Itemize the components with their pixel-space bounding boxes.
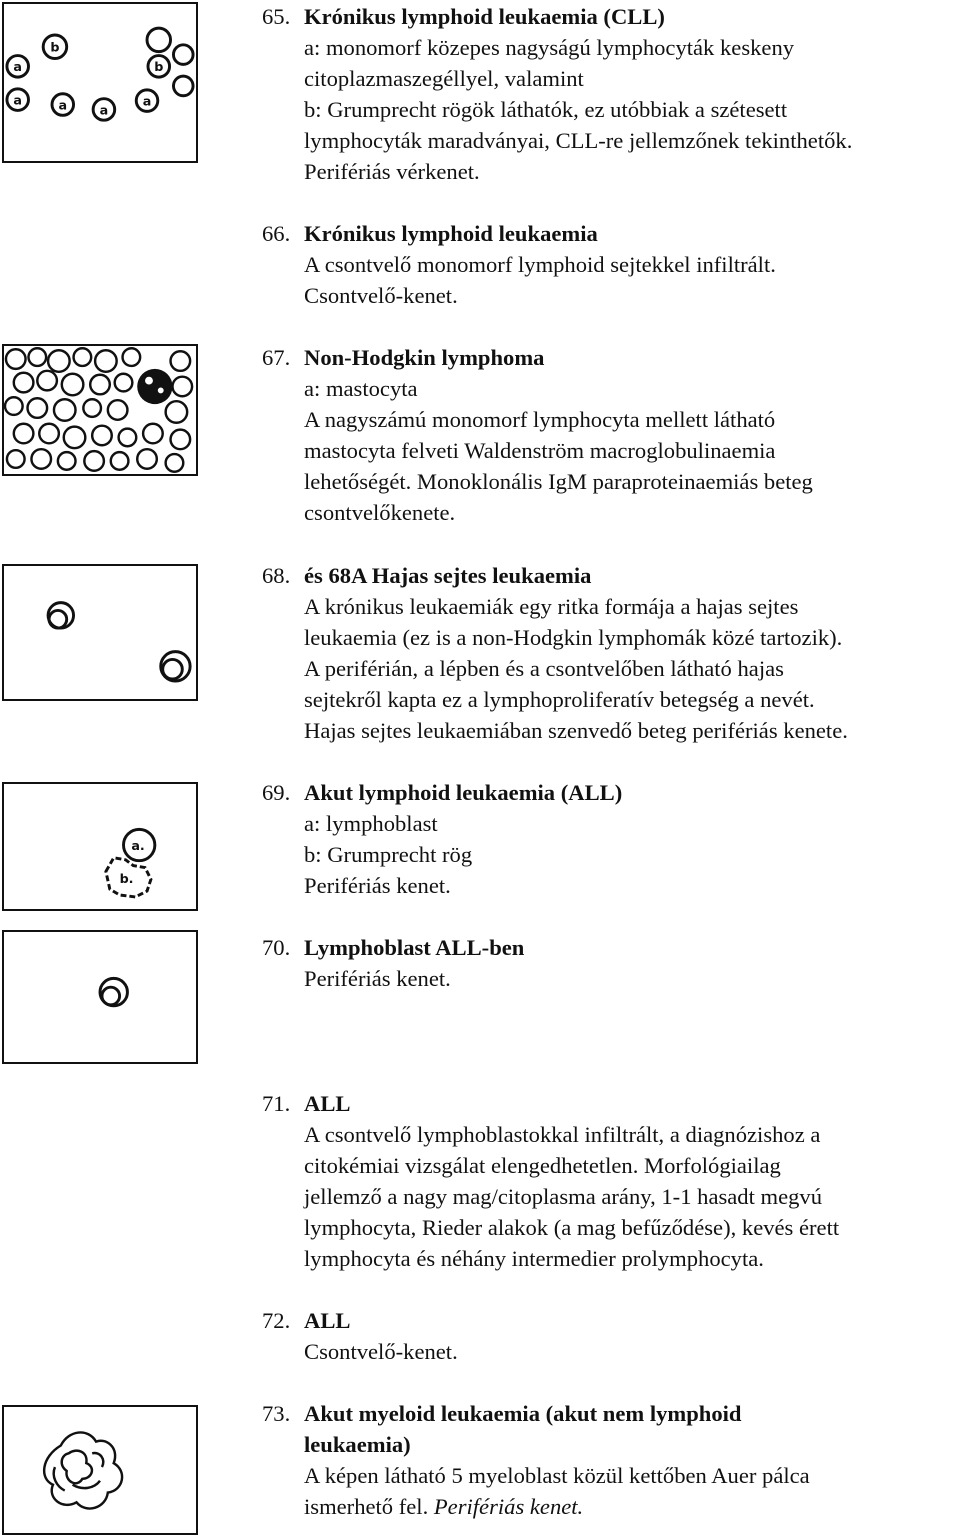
figure-67-bone-marrow	[2, 344, 198, 476]
entry-number: 71.	[262, 1091, 291, 1116]
entry-line: lymphocyták maradványai, CLL-re jellemzőnek tekinthetők.	[304, 128, 853, 154]
entry-line-italic: Perifériás kenet.	[433, 1494, 584, 1520]
entry-line: lymphocyta, Rieder alakok (a mag befűződése), kevés érett	[304, 1215, 840, 1241]
entry-line: lehetőségét. Monoklonális IgM paraproteinaemiás beteg	[304, 469, 813, 495]
entry-line: A krónikus leukaemiák egy ritka formája a hajas sejtes	[304, 594, 799, 620]
entry-number: 73.	[262, 1401, 291, 1426]
entry-title: Akut lymphoid leukaemia (ALL)	[304, 780, 623, 805]
entry-number: 69.	[262, 780, 291, 805]
entry-title: és 68A Hajas sejtes leukaemia	[304, 563, 592, 588]
label-b: b	[50, 40, 60, 56]
entry-line: Hajas sejtes leukaemiában szenvedő beteg perifériás kenete.	[304, 718, 848, 744]
lymphoblast-single-drawing	[4, 932, 196, 1062]
entry-65	[262, 1, 954, 188]
entry-line: Perifériás kenet.	[304, 966, 451, 992]
entry-line: leukaemia (ez is a non-Hodgkin lymphomák közé tartozik).	[304, 625, 843, 651]
label-a: a	[99, 103, 109, 119]
entry-line: Csontvelő-kenet.	[304, 283, 458, 309]
entry-line: A csontvelő monomorf lymphoid sejtekkel infiltrált.	[304, 252, 776, 278]
entry-68	[262, 560, 954, 747]
entry-line: A csontvelő lymphoblastokkal infiltrált, a diagnózishoz a	[304, 1122, 821, 1148]
entry-line: Perifériás kenet.	[304, 873, 451, 899]
label-a: a	[13, 93, 23, 109]
label-a: a	[142, 94, 152, 110]
entry-line: a: lymphoblast	[304, 811, 438, 837]
figure-73-aml-smear	[2, 1405, 198, 1535]
entry-title: Krónikus lymphoid leukaemia (CLL)	[304, 4, 665, 29]
figure-69-all-smear	[2, 782, 198, 911]
entry-line: citoplazmaszegéllyel, valamint	[304, 66, 584, 92]
entry-line: citokémiai vizsgálat elengedhetetlen. Morfológiailag	[304, 1153, 781, 1179]
entry-72	[262, 1305, 954, 1367]
entry-line: b: Grumprecht rögök láthatók, ez utóbbiak a szétesett	[304, 97, 788, 123]
hairy-cells-drawing	[4, 566, 196, 699]
figure-65-cll-smear	[2, 2, 198, 163]
entry-number: 68.	[262, 563, 291, 588]
entry-66	[262, 218, 954, 311]
entry-line: lymphocyta és néhány intermedier prolymphocyta.	[304, 1246, 764, 1272]
entry-line: a: monomorf közepes nagyságú lymphocyták keskeny	[304, 35, 795, 61]
label-a: a.	[131, 838, 145, 854]
entry-title: ALL	[304, 1091, 351, 1116]
entry-line-mixed	[262, 1491, 954, 1522]
label-b: b	[154, 60, 164, 76]
entry-line: a: mastocyta	[304, 376, 418, 402]
entry-line: b: Grumprecht rög	[304, 842, 473, 868]
cll-cells-drawing	[4, 4, 196, 161]
entry-title-continued: leukaemia)	[304, 1432, 411, 1458]
entry-number: 65.	[262, 4, 291, 29]
mastocyte-cell	[137, 369, 172, 404]
entry-title: Krónikus lymphoid leukaemia	[304, 221, 598, 246]
entry-number: 72.	[262, 1308, 291, 1333]
entry-line-plain: ismerhető fel.	[304, 1494, 434, 1520]
entry-line: Perifériás vérkenet.	[304, 159, 480, 185]
entry-title: Akut myeloid leukaemia (akut nem lymphoid	[304, 1401, 742, 1426]
lymphoblast-drawing	[4, 784, 196, 909]
entry-line: A képen látható 5 myeloblast közül kettőben Auer pálca	[304, 1463, 810, 1489]
label-b: b.	[119, 872, 134, 888]
entry-line: csontvelőkenete.	[304, 500, 456, 526]
marrow-cells-drawing	[4, 346, 196, 474]
label-a: a	[13, 60, 23, 76]
entry-69	[262, 777, 954, 901]
entry-title: ALL	[304, 1308, 351, 1333]
entry-number: 67.	[262, 345, 291, 370]
entry-67	[262, 342, 954, 529]
entry-70	[262, 932, 954, 994]
entry-number: 70.	[262, 935, 291, 960]
entry-title: Lymphoblast ALL-ben	[304, 935, 525, 960]
label-a: a	[58, 98, 68, 114]
entry-number: 66.	[262, 221, 291, 246]
entry-line: A periférián, a lépben és a csontvelőben látható hajas	[304, 656, 784, 682]
entry-line: sejtekről kapta ez a lymphoproliferatív betegség a nevét.	[304, 687, 815, 713]
entry-line: Csontvelő-kenet.	[304, 1339, 458, 1365]
figure-70-lymphoblast	[2, 930, 198, 1064]
entry-line: A nagyszámú monomorf lymphocyta mellett látható	[304, 407, 776, 433]
myeloblast-drawing	[4, 1407, 196, 1533]
entry-line: mastocyta felveti Waldenström macroglobulinaemia	[304, 438, 776, 464]
entry-71	[262, 1088, 954, 1275]
entry-line: jellemző a nagy mag/citoplasma arány, 1-1 hasadt megvú	[304, 1184, 823, 1210]
entry-title: Non-Hodgkin lymphoma	[304, 345, 545, 370]
figure-68-hairy-cell	[2, 564, 198, 701]
entry-73	[262, 1398, 954, 1522]
